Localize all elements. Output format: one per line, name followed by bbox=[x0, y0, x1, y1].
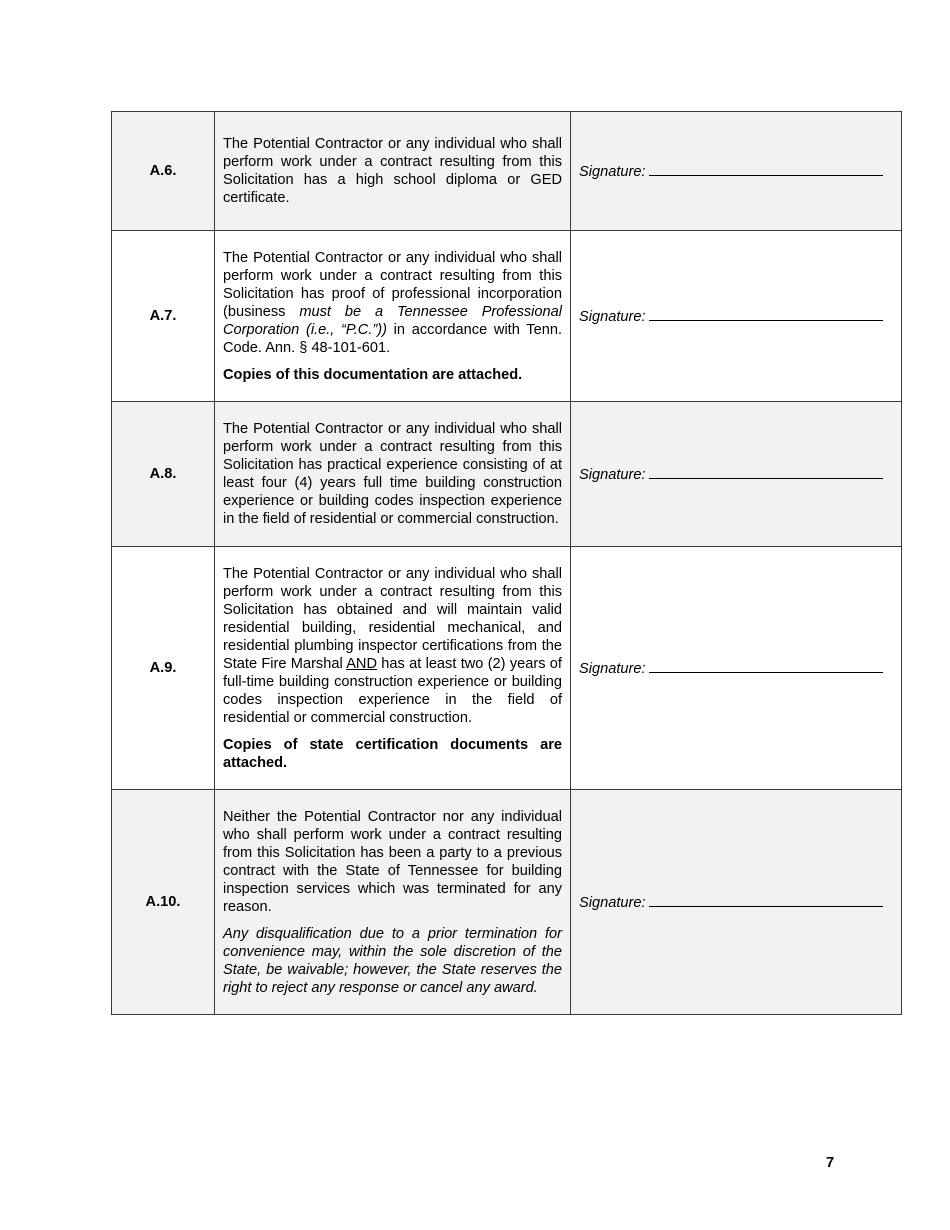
signature-cell[interactable] bbox=[571, 547, 902, 790]
signature-line[interactable] bbox=[649, 658, 883, 673]
requirement-paragraph: The Potential Contractor or any individual who shall perform work under a contract resulting from this Solicitation has a high school diploma or GED certificate. bbox=[223, 136, 562, 206]
requirement-text bbox=[215, 112, 571, 231]
requirements-table bbox=[111, 111, 902, 1015]
item-number: A.6. bbox=[112, 112, 215, 231]
page-number: 7 bbox=[826, 1155, 835, 1171]
requirement-paragraph: Neither the Potential Contractor nor any individual who shall perform work under a contract resulting from this Solicitation has been a party to a previous contract with the State of Tennessee for building inspection services which was terminated for any reason. bbox=[223, 808, 562, 915]
signature-line[interactable] bbox=[649, 161, 883, 176]
signature-cell[interactable] bbox=[571, 790, 902, 1015]
signature-line[interactable] bbox=[649, 306, 883, 321]
requirement-paragraph: The Potential Contractor or any individual who shall perform work under a contract resulting from this Solicitation has practical experience consisting of at least four (4) years full time building construction experience or building codes inspection experience in the field of residential or commercial construction. bbox=[223, 421, 562, 527]
signature-cell[interactable] bbox=[571, 231, 902, 402]
signature-line[interactable] bbox=[649, 892, 883, 907]
attachment-note: Copies of this documentation are attached. bbox=[223, 366, 523, 383]
table-row-a8 bbox=[112, 402, 902, 547]
disqualification-note: Any disqualification due to a prior termination for convenience may, within the sole discretion of the State, be waivable; however, the State reserves the right to reject any response or cancel any award. bbox=[223, 925, 562, 996]
requirement-paragraph bbox=[223, 565, 562, 727]
requirement-text-part: has at least two (2) years of full-time building construction experience or building codes inspection experience in the field of residential or commercial construction. bbox=[223, 655, 562, 726]
requirement-text bbox=[215, 790, 571, 1015]
signature-label: Signature: bbox=[579, 309, 646, 325]
requirement-text-part: The Potential Contractor or any individual who shall perform work under a contract resulting from this Solicitation has proof of professional incorporation (business bbox=[223, 249, 562, 320]
signature-line[interactable] bbox=[649, 464, 883, 479]
table-row-a6 bbox=[112, 112, 902, 231]
signature-cell[interactable] bbox=[571, 402, 902, 547]
requirement-italic-text: must be a Tennessee Professional Corporation (i.e., “P.C.”)) bbox=[223, 303, 562, 338]
signature-label: Signature: bbox=[579, 661, 646, 677]
item-number: A.8. bbox=[112, 402, 215, 547]
table-row-a7 bbox=[112, 231, 902, 402]
table-row-a9 bbox=[112, 547, 902, 790]
signature-label: Signature: bbox=[579, 895, 646, 911]
requirement-text bbox=[215, 547, 571, 790]
requirement-text-part: in accordance with Tenn. Code. Ann. § 48-101-601. bbox=[223, 321, 562, 356]
table-row-a10 bbox=[112, 790, 902, 1015]
requirement-text-part: The Potential Contractor or any individual who shall perform work under a contract resulting from this Solicitation has obtained and will maintain valid residential building, residential mechanical, and residential plumbing inspector certifications from the State Fire Marshal bbox=[223, 565, 562, 672]
requirement-text bbox=[215, 231, 571, 402]
requirement-underlined-text: AND bbox=[346, 655, 377, 672]
item-number: A.10. bbox=[112, 790, 215, 1015]
requirement-text bbox=[215, 402, 571, 547]
signature-label: Signature: bbox=[579, 467, 646, 483]
signature-label: Signature: bbox=[579, 164, 646, 180]
signature-cell[interactable] bbox=[571, 112, 902, 231]
attachment-note: Copies of state certification documents are attached. bbox=[223, 736, 562, 771]
item-number: A.7. bbox=[112, 231, 215, 402]
requirement-paragraph bbox=[223, 249, 562, 357]
item-number: A.9. bbox=[112, 547, 215, 790]
